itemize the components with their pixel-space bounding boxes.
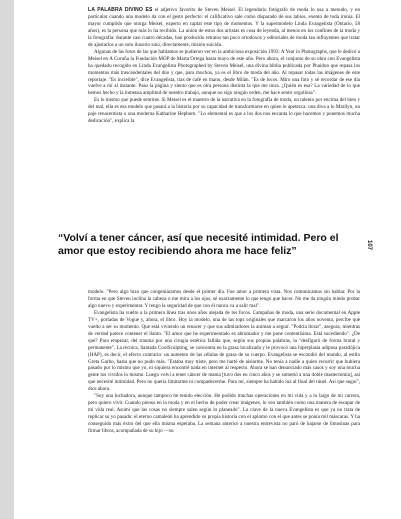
article-paragraph: Evangelista ha vuelto a la primera línea tras unos años alejada de los focos. Campañas de moda, una serie documental en Apple TV+, portadas de Vogue y, ahora, el libro. Hoy la modelo, una de las tops originales que marcaron los años noventa, percibe que vuelto a ser su momento. Que está viviendo un renacer y que sus admiradores la animan a seguir. "Podría llorar", asegura, mientras de verdad parece contener el llanto. "El amor que he experimentado es abrumador y me pone contentísima. Está sucediendo". ¿De qué? Para empezar, del trauma por una cirugía estética fallida que, según sus propias palabras, la "desfiguró de forma brutal y permanente". La técnica, llamada CoolSculpting, se concentra en la grasa localizada y le provocó una hiperplasia adiposa paradójica (HAP), es decir, el efecto contrario: un aumento de las células de grasa de su cuerpo. Evangelista se escondió del mundo, al estilo Greta Garbo, hasta que no pudo más. "Estaba muy triste, pero me harté de aislarme. No tenía a nadie a quien recurrir que hubiera pasado por lo mismo que yo, ni siquiera encontré nada en internet al respecto. Ahora se han denunciado más casos y soy una mucha gente los vividos lo mismo. Luego volví a tener cáncer de mama [tuvo dos en cinco años y se sometió a una doble mastectomía], así que necesité intimidad. Pero no quería limitarme ni compadecerme. Para mí, siempre ha habido luz al final del túnel. Así que seguí", dice ahora. [88,309,360,393]
paragraph-text: el adjetivo favorito de Steven Meisel. El legendario fotógrafo de moda lo usa a menudo, y en particular cuando una modelo da con el gesto perfecto: el calificativo sale como disparado de sus labios, exento de toda ironía. El mayor cumplido que otorga Meisel, experto en captar este tipo de momentos. Y la supermodelo Linda Evangelista (Ontario, 58 años), es la persona que más lo ha recibido. La unión de estos dos artistas es cosa de leyenda, al menos en los confines de la moda y la fotografía: durante casi cuatro décadas, han producido retratos tan poco ortodoxos y editoriales de moda tan influyentes que tratar de ajustarlos a un solo ilusorio sino, directamente, misión suicida. [88,7,360,48]
article-column-top [88,7,360,125]
article-paragraph [88,7,360,49]
left-margin-strip [0,0,14,519]
article-paragraph: modelo. "Pero algo hizo que congeniáramos desde el primer día. Fue amor a primera vista. Nos comunicamos sin hablar. Por la forma en que Steven inclina la cabeza o me mira a los ojos, sé exactamente lo que tengo que hacer. No me da ningún miedo probar algo nuevo y experimentar. Y tengo la seguridad de que con él nunca va a salir mal". [88,289,360,309]
article-column-bottom [88,289,360,435]
pull-quote: “Volví a tener cáncer, así que necesité intimidad. Pero el amor que estoy recibiendo ahora me hace feliz” [58,232,339,257]
article-paragraph: "Soy una luchadora, aunque tampoco he tenido elección. He podido muchas operaciones en mi vida y a lo largo de mi carrera, pero quiero vivir. Cuando pienso en la moda y en el hecho de poder crear imágenes, lo veo también como una manera de escapar de mi vida real. Asumí que las cosas no siempre salen según lo planeado". La clave de la nueva Evangelista es que ya no trata de replicar su yo pasado: el eterno camaleón ha aprendido su propia historia con el aplomo con el que antes se ponía mil máscaras. Y ha conseguido más éxito del que ella misma esperaba. La semana anterior a nuestra entrevista no paró de bajarse de limusinas para firmar libros, acompañada de su hijo —su [88,393,360,435]
page-number: 107 [366,240,372,251]
lead-in: LA PALABRA DIVINO ES [88,7,153,13]
article-paragraph: Algunas de las fotos de las que hablamos se pudieron ver en la ambiciosa exposición 1993: A Year in Photographs, que le dedicó a Meisel en A Coruña la Fundación MOP de Marta Ortega hasta mayo de este año. Pero ahora, el conjunto de su obra con Evangelista ha quedado recogido en Linda Evangelista Photographed by Steven Meisel, una divina biblia publicada por Phaidon que repasa los momentos más trascendentales del dúo y que, para muchos, ya es el libro de moda del año. Al repasar todas las imágenes de este reportaje. "Es increíble", dice Evangelista, tras de café en mano, desde Milán. "Es de locos. Miro una foto y sé recordar de ese día vuelve a mí al instante. Paso la página y siento que es otra persona distinta la que me mira. ¿Quién es esa? La variedad de lo que hemos hecho y la inmensa amplitud de nuestro trabajo, aunque no sigo ningún orden, me hace sentir orgullosa". [88,48,360,97]
article-paragraph: Es lo mismo que puede sentirse. Si Meisel es el maestro de la narrativa en la fotografía de moda, un talento por encima del bien y del mal, ella es esa modelo que pasará a la historia por su capacidad de transformarse en quien le apetezca: una diva a lo Marilyn, un paje renacentista o una moderna Katharine Hepburn. "Lo elemental es que a los dos nos encanta lo que hacemos y ponemos mucha dedicación", explica la [88,97,360,125]
